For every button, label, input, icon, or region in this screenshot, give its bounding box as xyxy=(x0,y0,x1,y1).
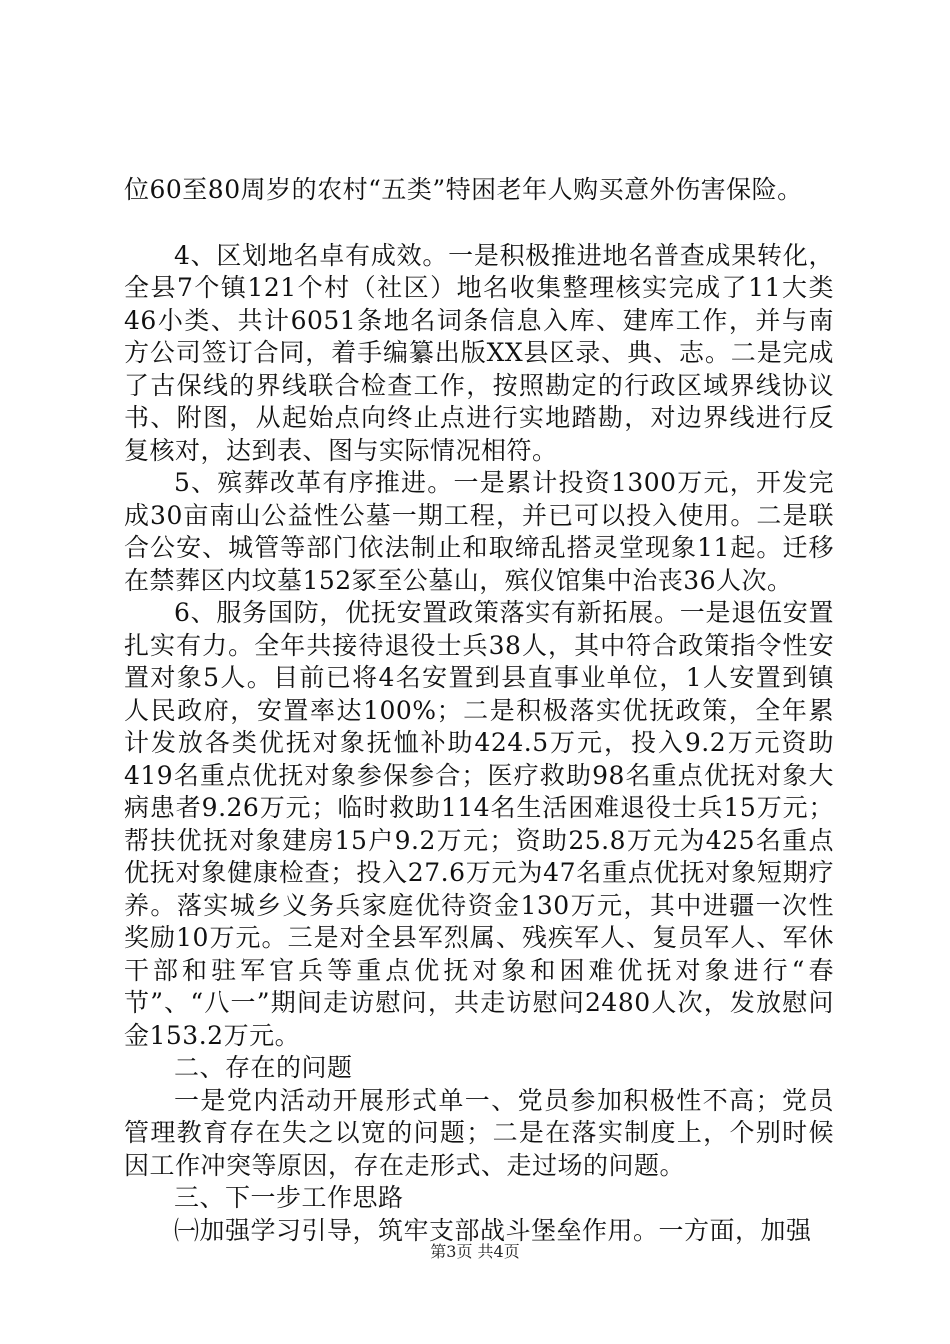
paragraph-problems: 一是党内活动开展形式单一、党员参加积极性不高；党员管理教育存在失之以宽的问题；二是在落实制度上，个别时候因工作冲突等原因，存在走形式、走过场的问题。 xyxy=(124,1085,834,1180)
document-body xyxy=(124,174,834,1247)
paragraph-place-names: 4、区划地名卓有成效。一是积极推进地名普查成果转化，全县7个镇121个村（社区）地名收集整理核实完成了11大类46小类、共计6051条地名词条信息入库、建库工作，并与南方公司签订合同，着手编纂出版XX县区录、典、志。二是完成了古保线的界线联合检查工作，按照勘定的行政区域界线协议书、附图，从起始点向终止点进行实地踏勘，对边界线进行反复核对，达到表、图与实际情况相符。 xyxy=(124,240,834,465)
paragraph-continuation: 位60至80周岁的农村“五类”特困老年人购买意外伤害保险。 xyxy=(124,175,803,204)
page-footer: 第3页 共4页 xyxy=(430,1242,520,1261)
section-heading-next-steps: 三、下一步工作思路 xyxy=(174,1183,404,1212)
section-heading-problems: 二、存在的问题 xyxy=(174,1053,353,1082)
paragraph-next-steps: ㈠加强学习引导，筑牢支部战斗堡垒作用。一方面，加强 xyxy=(174,1215,812,1245)
paragraph-national-defense: 6、服务国防，优抚安置政策落实有新拓展。一是退伍安置扎实有力。全年共接待退役士兵38人，其中符合政策指令性安置对象5人。目前已将4名安置到县直事业单位，1人安置到镇人民政府，安置率达100%；二是积极落实优抚政策，全年累计发放各类优抚对象抚恤补助424.5万元，投入9.2万元资助419名重点优抚对象参保参合；医疗救助98名重点优抚对象大病患者9.26万元；临时救助114名生活困难退役士兵15万元；帮扶优抚对象建房15户9.2万元；资助25.8万元为425名重点优抚对象健康检查；投入27.6万元为47名重点优抚对象短期疗养。落实城乡义务兵家庭优待资金130万元，其中进疆一次性奖励10万元。三是对全县军烈属、残疾军人、复员军人、军休干部和驻军官兵等重点优抚对象和困难优抚对象进行“春节”、“八一”期间走访慰问，共走访慰问2480人次，发放慰问金153.2万元。 xyxy=(124,598,834,1050)
paragraph-funeral-reform: 5、殡葬改革有序推进。一是累计投资1300万元，开发完成30亩南山公益性公墓一期工程，并已可以投入使用。二是联合公安、城管等部门依法制止和取缔乱搭灵堂现象11起。迁移在禁葬区内坟墓152冢至公墓山，殡仪馆集中治丧36人次。 xyxy=(124,468,834,595)
